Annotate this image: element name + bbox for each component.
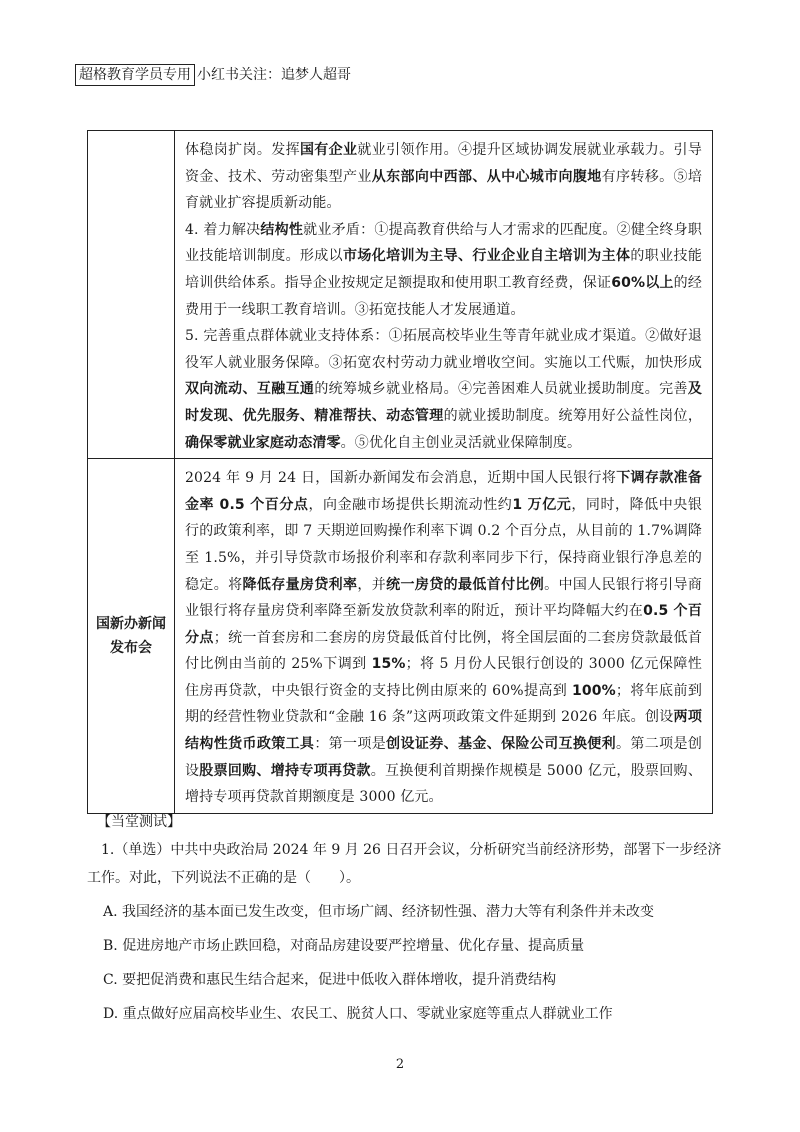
text-run: ，同时，降低中央银行的政策利率，即 7 天期逆回购操作利率下调 0.2 个百分点，从目前的 1.7%调降至 1.5%，并引导贷款市场报价利率和存款利率同步下行，保持商业银行净息差的稳定。将 [185,496,702,593]
bold-text-run: 股票回购、增持专项再贷款 [199,762,371,779]
text-run: ，并 [357,576,387,593]
bold-text-run: 创设证券、基金、保险公司互换便利 [386,736,617,753]
page-number: 2 [395,1057,405,1072]
option-a[interactable]: A. 我国经济的基本面已发生改变，但市场广阔、经济韧性强、潜力大等有利条件并未改变 [103,904,655,920]
bold-text-run: 降低存量房贷利率 [242,576,358,593]
text-run: ，向金融市场提供长期流动性约 [308,496,513,513]
bold-text-run: 确保零就业家庭动态清零 [185,434,341,451]
table-row [88,459,713,814]
text-run: 的经费用于一线职工教育培训。③拓宽技能人才发展通道。 [185,274,702,318]
text-run: 的职业技能培训供给体系。指导企业按规定足额提取和使用职工教育经费，保证 [185,248,703,291]
page-header [75,64,351,86]
text-run: ；统一首套房和二套房的房贷最低首付比例，将全国层面的二套房贷款最低首付比例由当前的 25%下调到 [185,629,702,673]
option-d[interactable]: D. 重点做好应届高校毕业生、农民工、脱贫人口、零就业家庭等重点人群就业工作 [103,1006,613,1022]
bold-text-run: 及时发现、优先服务、精准帮扶、动态管理 [185,381,702,424]
follow-note: 小红书关注：追梦人超哥 [197,67,351,83]
text-run: 就业矛盾：①提高教育供给与人才需求的匹配度。②健全终身职业技能培训制度。形成以 [185,221,702,265]
bold-text-run: 双向流动、互融互通 [185,381,315,398]
text-run: 2024 年 9 月 24 日，国新办新闻发布会消息，近期中国人民银行将 [185,470,617,487]
text-run: ：第一项是 [314,736,387,753]
text-run: ；将 5 月份人民银行创设的 3000 亿元保障性住房再贷款，中央银行资金的支持比例由原来的 60%提高到 [185,656,702,699]
bold-text-run: 结构性 [260,221,304,238]
text-run: 的就业援助制度。统筹用好公益性岗位， [443,407,702,424]
bold-text-run: 100% [572,682,616,699]
bold-text-run: 60%以上 [611,274,674,291]
option-b[interactable]: B. 促进房地产市场止跌回稳，对商品房建设要严控增量、优化存量、提高质量 [103,938,585,954]
text-run: 体稳岗扩岗。发挥 [185,142,300,158]
row-label-line: 发布会 [110,639,152,656]
bold-text-run: 1 万亿元 [512,496,572,513]
student-only-label: 超格教育学员专用 [75,64,195,86]
quiz-section [87,808,723,1028]
bold-text-run: 15% [371,656,406,673]
bold-text-run: 国有企业 [299,142,358,158]
row-content-cell [175,131,713,459]
paragraph [185,323,702,456]
bold-text-run: 0.5 个百分点 [185,603,702,646]
text-run: 有序转移。⑤培育就业扩容提质新动能。 [185,168,702,212]
row-label-line: 国新办新闻 [96,615,166,632]
bold-text-run: 下调存款准备金率 0.5 个百分点 [185,470,702,513]
text-run: ；将年底前到期的经营性物业贷款和“金融 16 条”这两项政策文件延期到 2026 年底。创设 [185,682,702,726]
text-run: 就业引领作用。④提升区域协调发展就业承载力。引导资金、技术、劳动密集型产业 [185,142,702,185]
text-run: 4. 着力解决 [185,221,261,238]
bold-text-run: 从东部向中西部、从中心城市向腹地 [371,168,602,185]
paragraph [185,217,702,323]
paragraph [185,137,702,217]
table-row [88,131,713,459]
bold-text-run: 统一房贷的最低首付比例 [386,576,545,593]
text-run: 。中国人民银行将引导商业银行将存量房贷利率降至新发放贷款利率的附近，预计平均降幅大约在 [185,576,702,620]
content-table [87,130,713,814]
row-label-cell-empty [88,131,175,459]
question-stem: 1.（单选）中共中央政治局 2024 年 9 月 26 日召开会议，分析研究当前经济形势，部署下一步经济工作。对此，下列说法不正确的是（ ）。 [87,842,722,886]
bold-text-run: 市场化培训为主导、行业企业自主培训为主体 [343,248,631,265]
quiz-title: 【当堂测试】 [97,814,181,830]
row-content-cell [175,459,713,814]
option-c[interactable]: C. 要把促消费和惠民生结合起来，促进中低收入群体增收，提升消费结构 [103,972,557,988]
bold-text-run: 两项结构性货币政策工具 [185,709,702,753]
text-run: 5. 完善重点群体就业支持体系：①拓展高校毕业生等青年就业成才渠道。②做好退役军人就业服务保障。③拓宽农村劳动力就业增收空间。实施以工代赈，加快形成 [185,328,702,371]
text-run: 的统筹城乡就业格局。④完善困难人员就业援助制度。完善 [314,381,688,398]
text-run: 。⑤优化自主创业灵活就业保障制度。 [340,434,582,451]
text-run: 。互换便利首期操作规模是 5000 亿元，股票回购、增持专项再贷款首期额度是 3000 亿元。 [185,762,702,806]
row-label-cell [88,459,175,814]
paragraph [185,465,702,811]
text-run: 。第二项是创设 [185,736,703,779]
